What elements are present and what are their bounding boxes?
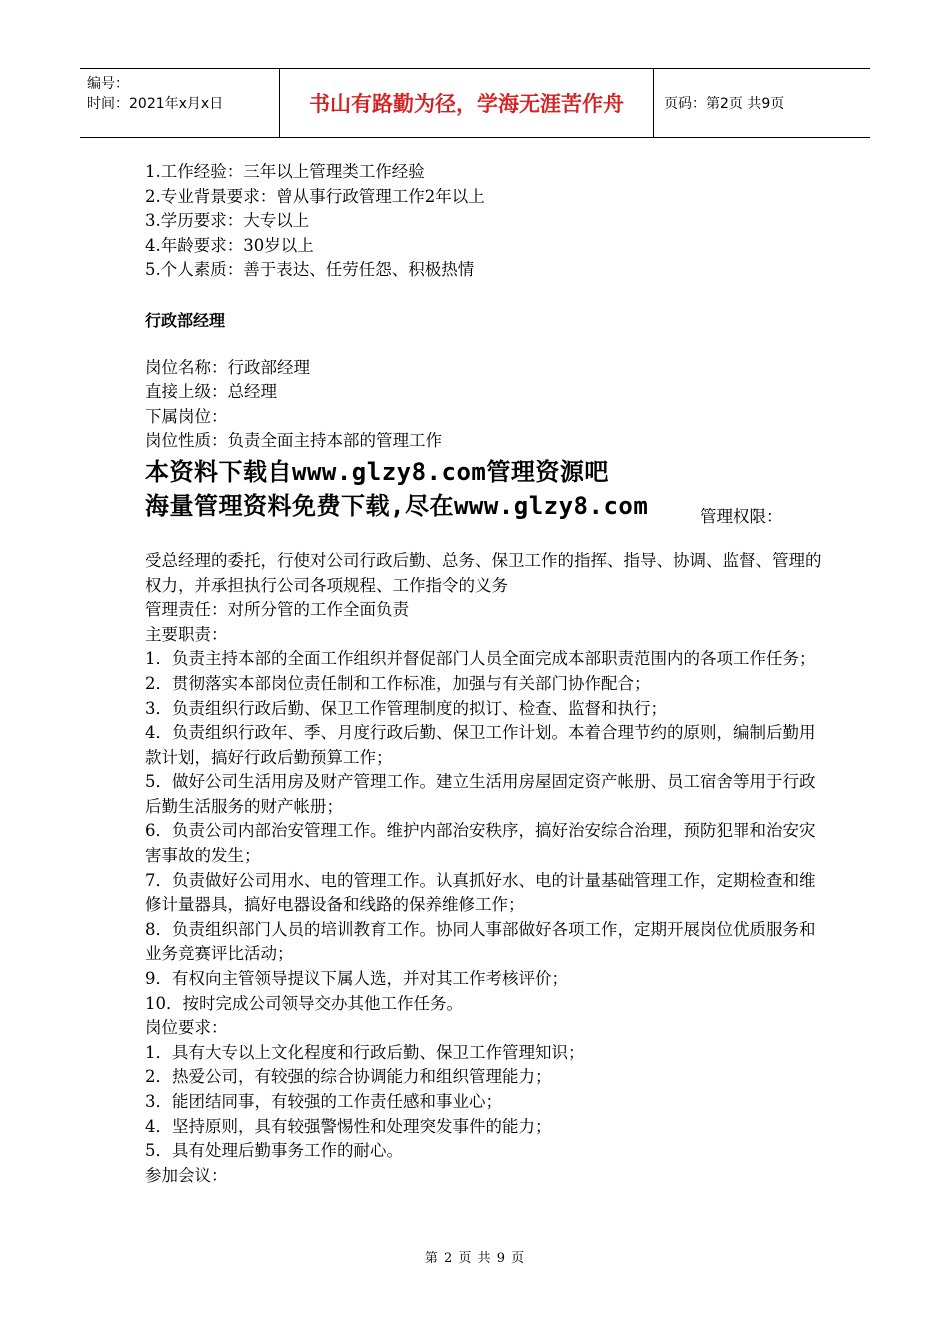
body-paragraph: 参加会议： <box>145 1165 228 1185</box>
duty-item: 10．按时完成公司领导交办其他工作任务。 <box>145 993 463 1013</box>
requirement-line: 2.专业背景要求：曾从事行政管理工作2年以上 <box>145 186 485 206</box>
duty-item: 3．负责组织行政后勤、保卫工作管理制度的拟订、检查、监督和执行； <box>145 698 667 718</box>
requirement-item: 5．具有处理后勤事务工作的耐心。 <box>145 1141 403 1161</box>
requirement-line: 3.学历要求：大专以上 <box>145 211 310 231</box>
requirement-item: 4．坚持原则，具有较强警惕性和处理突发事件的能力； <box>145 1116 552 1136</box>
page-header <box>80 68 870 138</box>
requirement-item: 2．热爱公司，有较强的综合协调能力和组织管理能力； <box>145 1067 552 1087</box>
requirement-line: 5.个人素质：善于表达、任劳任怨、积极热情 <box>145 260 475 280</box>
date-label: 时间：2021年x月x日 <box>87 96 224 112</box>
requirement-line: 4.年龄要求：30岁以上 <box>145 235 314 255</box>
duty-item: 8．负责组织部门人员的培训教育工作。协同人事部做好各项工作，定期开展岗位优质服务和业务竞赛评比活动； <box>145 919 816 964</box>
document-body <box>145 160 825 1188</box>
body-paragraph: 主要职责： <box>145 624 228 644</box>
duty-item: 7．负责做好公司用水、电的管理工作。认真抓好水、电的计量基础管理工作，定期检查和维修计量器具，搞好电器设备和线路的保养维修工作； <box>145 870 816 915</box>
header-motto: 书山有路勤为径，学海无涯苦作舟 <box>280 69 654 137</box>
ad-line-2: 海量管理资料免费下载,尽在www.glzy8.com <box>145 491 649 520</box>
section-title: 行政部经理 <box>145 310 226 330</box>
duty-item: 6．负责公司内部治安管理工作。维护内部治安秩序，搞好治安综合治理，预防犯罪和治安灾害事故的发生； <box>145 821 816 866</box>
requirement-item: 1．具有大专以上文化程度和行政后勤、保卫工作管理知识； <box>145 1042 585 1062</box>
duty-item: 4．负责组织行政年、季、月度行政后勤、保卫工作计划。本着合理节约的原则，编制后勤用款计划，搞好行政后勤预算工作； <box>145 723 816 767</box>
page-footer: 第 2 页 共 9 页 <box>424 1251 526 1266</box>
body-paragraph: 岗位要求： <box>145 1018 228 1038</box>
requirement-line: 1.工作经验：三年以上管理类工作经验 <box>145 162 425 181</box>
position-info-line: 下属岗位： <box>145 406 228 426</box>
duty-item: 2．贯彻落实本部岗位责任制和工作标准，加强与有关部门协作配合； <box>145 673 651 693</box>
body-paragraph: 受总经理的委托，行使对公司行政后勤、总务、保卫工作的指挥、指导、协调、监督、管理的权力，并承担执行公司各项规程、工作指令的义务 <box>145 550 822 595</box>
duty-item: 5．做好公司生活用房及财产管理工作。建立生活用房屋固定资产帐册、员工宿舍等用于行政后勤生活服务的财产帐册； <box>145 772 816 816</box>
body-paragraph: 管理责任：对所分管的工作全面负责 <box>145 600 409 620</box>
authority-label: 管理权限： <box>700 506 783 526</box>
duty-item: 1．负责主持本部的全面工作组织并督促部门人员全面完成本部职责范围内的各项工作任务； <box>145 649 816 669</box>
position-info-line: 岗位名称：行政部经理 <box>145 357 310 377</box>
ad-line-1: 本资料下载自www.glzy8.com管理资源吧 <box>145 457 609 486</box>
doc-number-label: 编号： <box>87 76 129 92</box>
requirement-item: 3．能团结同事，有较强的工作责任感和事业心； <box>145 1092 502 1111</box>
header-page-info: 页码：第2页 共9页 <box>664 96 785 112</box>
position-info-line: 直接上级：总经理 <box>145 382 277 402</box>
header-meta <box>80 69 280 137</box>
duty-item: 9．有权向主管领导提议下属人选，并对其工作考核评价； <box>145 969 568 989</box>
advertisement-banner <box>145 455 825 529</box>
position-info-line: 岗位性质：负责全面主持本部的管理工作 <box>145 431 442 451</box>
